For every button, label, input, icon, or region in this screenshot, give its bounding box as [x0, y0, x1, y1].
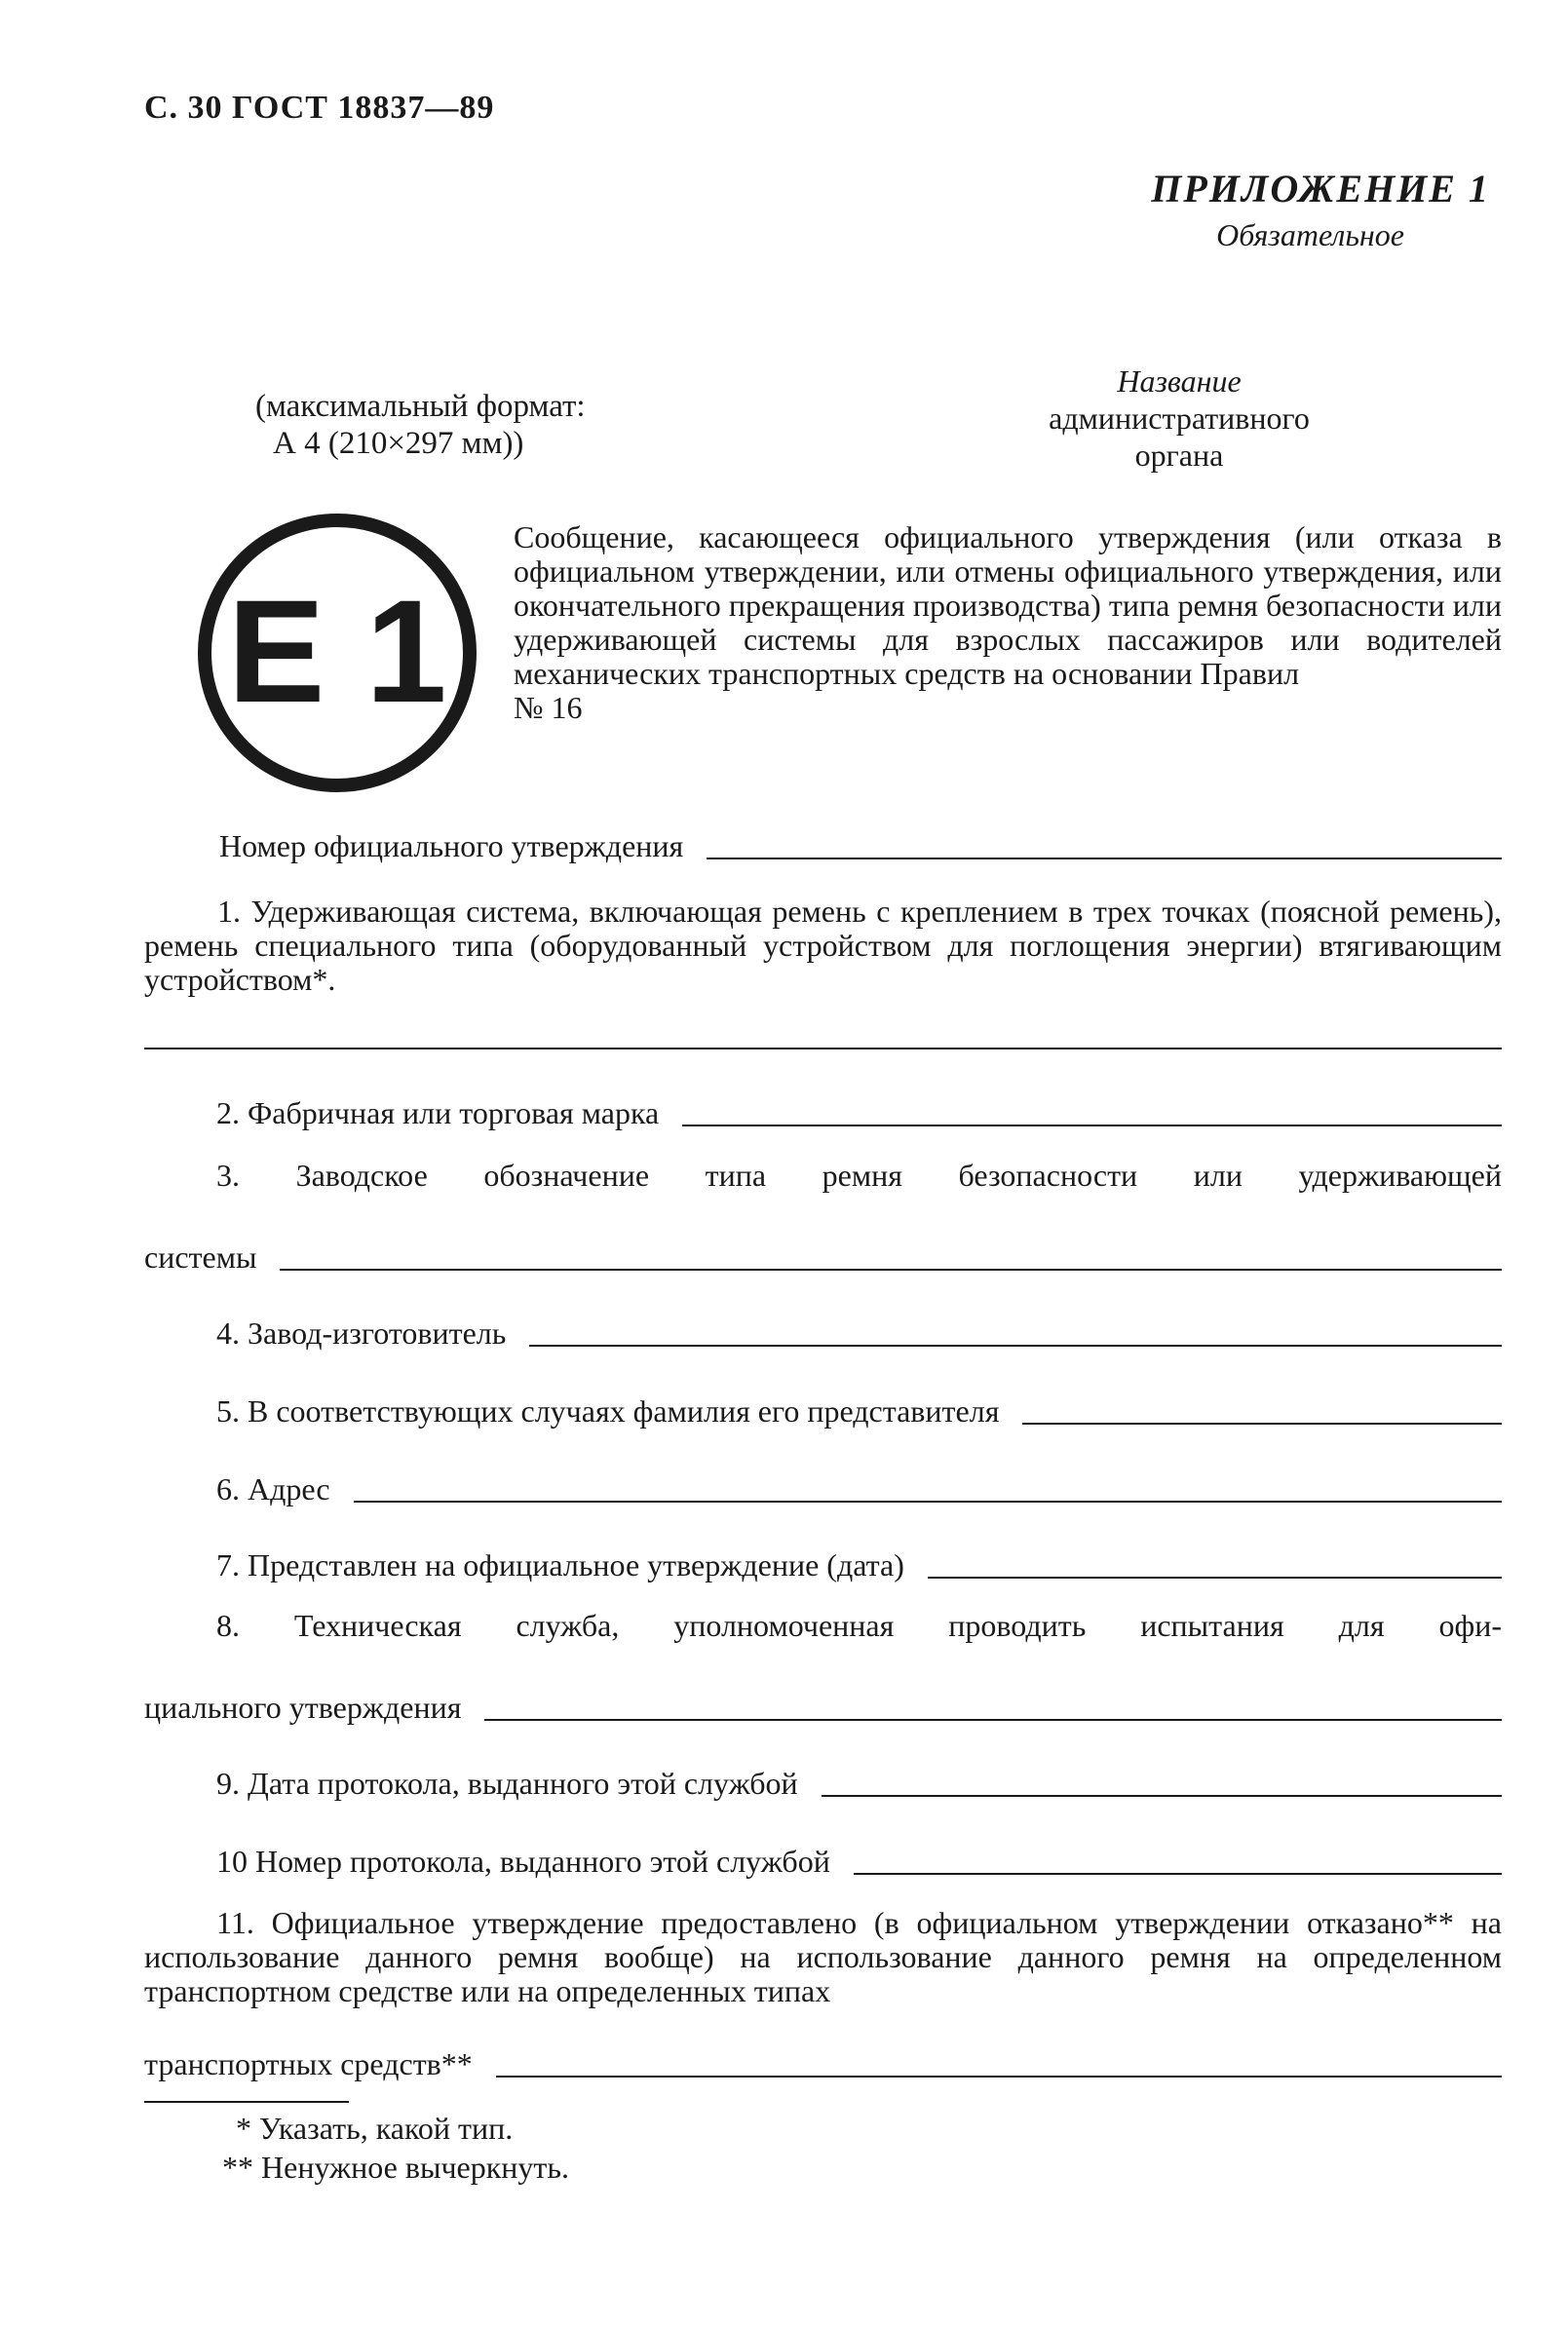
- item-8-label: 8. Техническая служба, уполномоченная проводить испытания для офи-: [216, 1608, 1502, 1643]
- item-8-continuation: циального утверждения: [144, 1690, 462, 1725]
- item-4-field[interactable]: [529, 1345, 1502, 1347]
- item-6-row: [216, 1469, 1502, 1508]
- approval-number-field[interactable]: [707, 858, 1502, 859]
- format-note-line1: (максимальный формат:: [255, 389, 586, 424]
- item-1-field[interactable]: [144, 1048, 1502, 1049]
- item-3-row-1: [216, 1156, 1502, 1195]
- message-rule-number: № 16: [514, 690, 583, 725]
- item-11-row: [144, 2044, 1502, 2083]
- emblem-label: E 1: [227, 569, 447, 733]
- item-10-label: 10 Номер протокола, выданного этой службой: [216, 1844, 830, 1879]
- footnote-2: ** Ненужное вычеркнуть.: [222, 2150, 569, 2185]
- authority-name-block: [1013, 362, 1345, 474]
- e1-approval-emblem: [191, 507, 483, 799]
- footnote-1: * Указать, какой тип.: [236, 2111, 514, 2146]
- item-2-row: [216, 1093, 1502, 1132]
- item-3-continuation: системы: [144, 1239, 257, 1275]
- item-7-field[interactable]: [928, 1577, 1502, 1579]
- item-2-label: 2. Фабричная или торговая марка: [216, 1095, 660, 1130]
- format-note: [255, 388, 586, 462]
- authority-line1: Название: [1117, 363, 1242, 399]
- item-8-row-2: [144, 1688, 1502, 1727]
- item-5-row: [216, 1392, 1502, 1430]
- appendix-title: ПРИЛОЖЕНИЕ 1: [1151, 167, 1490, 210]
- item-7-label: 7. Представлен на официальное утверждение (дата): [216, 1547, 904, 1582]
- item-10-row: [216, 1842, 1502, 1881]
- item-5-field[interactable]: [1022, 1423, 1502, 1425]
- item-10-field[interactable]: [854, 1873, 1502, 1875]
- page-reference: С. 30 ГОСТ 18837—89: [144, 90, 495, 126]
- item-8-row-1: [216, 1606, 1502, 1645]
- item-11-text: 11. Официальное утверждение предоставлено (в официальном утверждении отказано** на использование данного ремня вообще) на использование данного ремня на определенном транспортном средстве или на определенных типах: [144, 1905, 1502, 2008]
- footnote-separator: [144, 2101, 349, 2103]
- authority-line3: органа: [1134, 438, 1224, 473]
- item-3-label: 3. Заводское обозначение типа ремня безопасности или удерживающей: [216, 1158, 1502, 1193]
- item-11-continuation: транспортных средств**: [144, 2046, 473, 2081]
- authority-line2: административного: [1049, 400, 1310, 436]
- message-body: Сообщение, касающееся официального утверждения (или отказа в официальном утверждении, или отмены официального утверждения, или окончательного прекращения производства) типа ремня безопасности или удерживающей системы для взрослых пассажиров или водителей механических транспортных средств на основании Правил: [514, 519, 1502, 691]
- item-9-field[interactable]: [822, 1795, 1502, 1797]
- item-7-row: [216, 1545, 1502, 1584]
- item-9-label: 9. Дата протокола, выданного этой службой: [216, 1766, 798, 1801]
- format-note-line2: А 4 (210×297 мм)): [273, 426, 524, 461]
- item-3-row-2: [144, 1238, 1502, 1277]
- item-4-label: 4. Завод-изготовитель: [216, 1316, 507, 1351]
- item-2-field[interactable]: [682, 1125, 1502, 1126]
- item-6-label: 6. Адрес: [216, 1471, 330, 1506]
- item-6-field[interactable]: [354, 1501, 1502, 1503]
- item-3-field[interactable]: [280, 1269, 1502, 1271]
- item-4-row: [216, 1314, 1502, 1353]
- message-text: [514, 520, 1502, 725]
- item-5-label: 5. В соответствующих случаях фамилия его представителя: [216, 1393, 1000, 1429]
- item-11-field[interactable]: [496, 2076, 1502, 2078]
- appendix-heading: [1151, 166, 1490, 253]
- approval-number-label: Номер официального утверждения: [219, 828, 684, 863]
- item-9-row: [216, 1764, 1502, 1803]
- item-1-text: 1. Удерживающая система, включающая ремень с креплением в трех точках (поясной ремень), ремень специального типа (оборудованный устройством для поглощения энергии) втягивающим устройством*.: [144, 894, 1502, 997]
- item-8-field[interactable]: [484, 1719, 1502, 1721]
- appendix-subtitle: Обязательное: [1216, 217, 1404, 252]
- approval-number-row: [219, 826, 1502, 865]
